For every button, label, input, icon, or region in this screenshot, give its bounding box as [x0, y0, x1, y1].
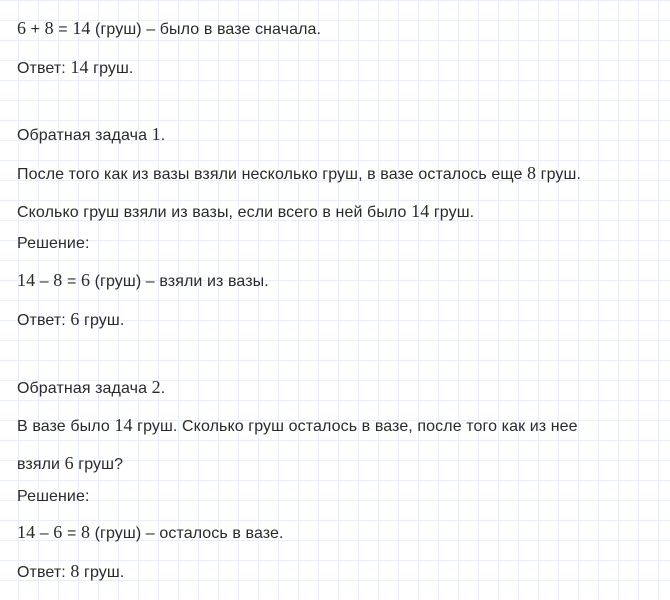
- inverse-task-1-text-line-1: После того как из вазы взяли несколько груш, в вазе осталось еще 8 груш.: [17, 163, 582, 183]
- number-text: 14: [114, 415, 133, 435]
- answer-line-1: Ответ: 14 груш.: [17, 57, 134, 77]
- inverse-task-1-heading: Обратная задача 1.: [17, 124, 166, 144]
- number-text: 8: [53, 270, 63, 290]
- number-text: 14: [17, 522, 36, 542]
- inverse-task-2-heading: Обратная задача 2.: [17, 377, 166, 397]
- number-text: 6: [80, 270, 91, 290]
- number-text: 14: [411, 201, 430, 221]
- solution-label-2: Решение:: [17, 488, 90, 505]
- number-text: 6: [17, 18, 27, 38]
- number-text: 1: [151, 124, 161, 144]
- number-text: 6: [64, 453, 74, 473]
- equation-line-initial: 6 + 8 = 14 (груш) – было в вазе сначала.: [17, 18, 322, 38]
- equation-line-task-1: 14 – 8 = 6 (груш) – взяли из вазы.: [17, 270, 269, 290]
- number-text: 2: [151, 377, 161, 397]
- inverse-task-2-text-line-1: В вазе было 14 груш. Сколько груш осталось в вазе, после того как из нее: [17, 415, 578, 435]
- number-text: 8: [527, 163, 537, 183]
- number-text: 14: [17, 270, 36, 290]
- number-text: 6: [53, 522, 63, 542]
- inverse-task-1-text-line-2: Сколько груш взяли из вазы, если всего в ней было 14 груш.: [17, 201, 475, 221]
- number-text: 8: [70, 561, 80, 581]
- solution-label-1: Решение:: [17, 235, 90, 252]
- inverse-task-2-text-line-2: взяли 6 груш?: [17, 453, 124, 473]
- answer-line-3: Ответ: 8 груш.: [17, 561, 125, 581]
- number-text: 14: [72, 18, 91, 38]
- number-text: 8: [44, 18, 54, 38]
- equation-line-task-2: 14 – 6 = 8 (груш) – осталось в вазе.: [17, 522, 284, 542]
- answer-line-2: Ответ: 6 груш.: [17, 309, 125, 329]
- number-text: 6: [70, 309, 80, 329]
- number-text: 14: [70, 57, 89, 77]
- number-text: 8: [80, 522, 91, 542]
